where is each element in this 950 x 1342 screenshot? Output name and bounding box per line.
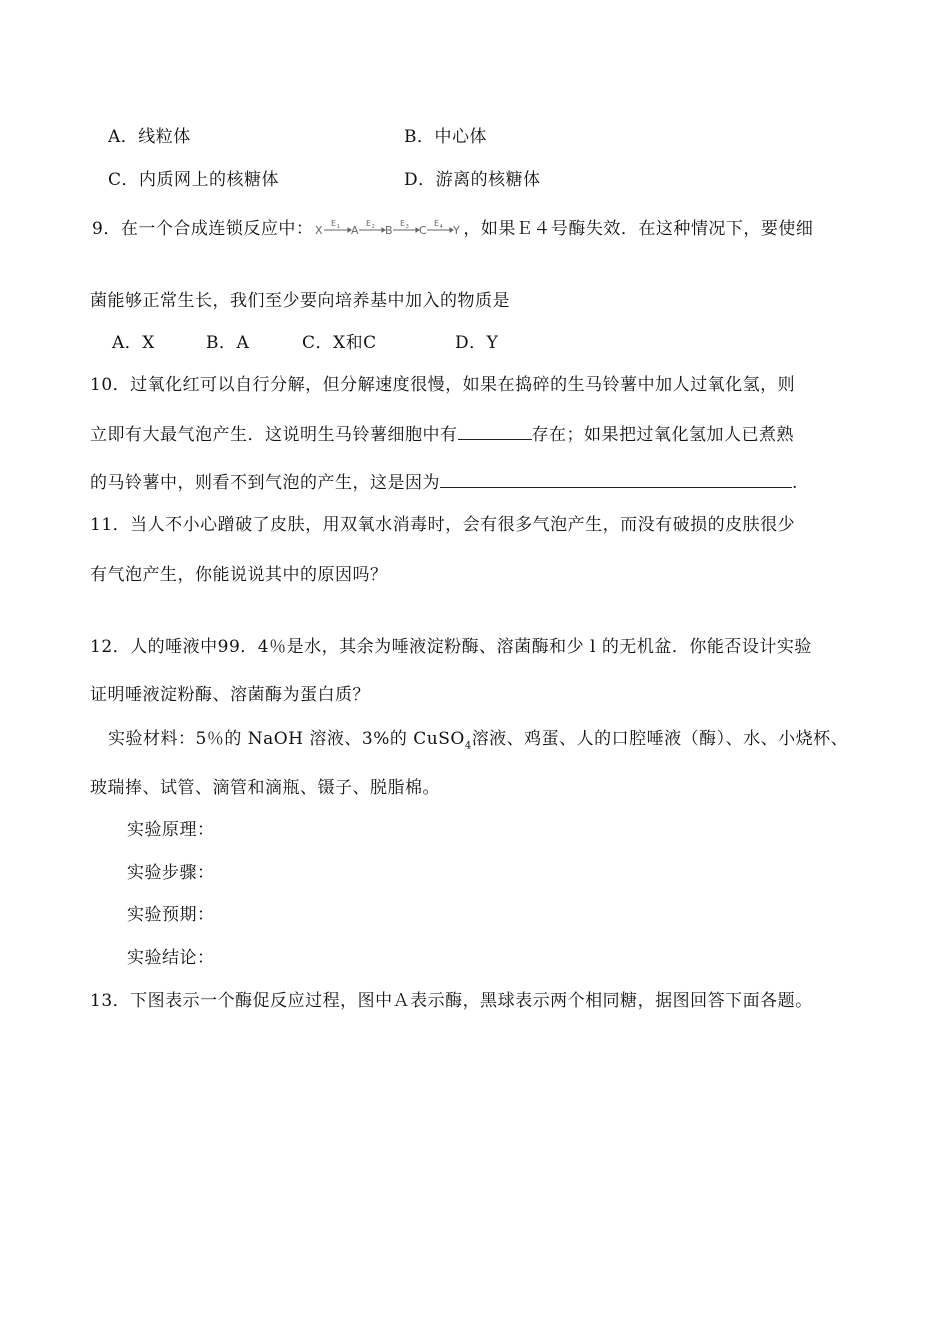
enzyme-e3-sub: 3 bbox=[405, 223, 410, 230]
q12-materials-line2: 玻瑞捧、试管、滴管和滴瓶、镊子、脱脂棉。 bbox=[90, 778, 440, 798]
enzyme-e3-label: E bbox=[400, 218, 406, 228]
q12-steps: 实验步骤： bbox=[127, 863, 215, 883]
enzyme-e1-label: E bbox=[331, 218, 337, 228]
svg-text:E4 bbox=[434, 219, 443, 230]
enzyme-e4-label: E bbox=[434, 218, 440, 228]
q8-option-d: D．游离的核糖体 bbox=[404, 170, 541, 190]
q8-option-c: C．内质网上的核糖体 bbox=[108, 170, 280, 190]
q9-prefix: 9．在一个合成连锁反应中： bbox=[92, 219, 314, 239]
q12-conclusion: 实验结论： bbox=[127, 948, 215, 968]
answer-blank-1[interactable] bbox=[458, 423, 532, 440]
q8-option-b: B．中心体 bbox=[404, 127, 487, 147]
q9-stem bbox=[92, 217, 813, 242]
q12-line2: 证明唾液淀粉酶、溶菌酶为蛋白质？ bbox=[90, 685, 370, 705]
chain-node-y: Y bbox=[453, 223, 461, 237]
q12-materials-b: 溶液、鸡蛋、人的口腔唾液（酶）、水、小烧杯、 bbox=[471, 729, 849, 749]
q12-line1: 12．人的唾液中99．4％是水，其余为唾液淀粉酶、溶菌酶和少 l 的无机盆．你能否设计实验 bbox=[90, 637, 812, 657]
enzyme-e4-sub: 4 bbox=[439, 223, 444, 230]
q10-line1: 10．过氧化红可以自行分解，但分解速度很慢，如果在捣碎的生马铃薯中加人过氧化氢，则 bbox=[90, 375, 796, 395]
q11-line2: 有气泡产生，你能说说其中的原因吗？ bbox=[90, 565, 388, 585]
enzyme-e2-sub: 2 bbox=[371, 223, 376, 230]
chain-node-x: X bbox=[315, 223, 324, 237]
answer-blank-2[interactable] bbox=[440, 471, 792, 488]
chain-node-c: C bbox=[419, 223, 428, 237]
q12-principle: 实验原理： bbox=[127, 820, 215, 840]
q9-suffix: ，如果Ｅ４号酶失效．在这种情况下，要使细 bbox=[463, 219, 814, 239]
q9-stem-line2: 菌能够正常生长，我们至少要向培养基中加入的物质是 bbox=[90, 291, 510, 311]
q10-line3-a: 的马铃薯中，则看不到气泡的产生，这是因为 bbox=[90, 473, 440, 493]
q9-option-c: C．X和C bbox=[302, 333, 377, 353]
q9-option-d: D．Y bbox=[455, 333, 499, 353]
chain-node-a: A bbox=[351, 223, 360, 237]
enzyme-e2-label: E bbox=[366, 218, 372, 228]
q13-line1: 13．下图表示一个酶促反应过程，图中Ａ表示酶，黑球表示两个相同糖，据图回答下面各题。 bbox=[90, 991, 813, 1011]
q12-expectation: 实验预期： bbox=[127, 905, 215, 925]
q10-line2-a: 立即有大最气泡产生．这说明生马铃薯细胞中有 bbox=[90, 425, 458, 445]
q9-option-b: B．A bbox=[206, 333, 250, 353]
reaction-chain-diagram bbox=[315, 218, 461, 242]
enzyme-e1-sub: 1 bbox=[336, 223, 341, 230]
q12-materials-sub: 4 bbox=[464, 740, 472, 752]
svg-text:E1 bbox=[331, 219, 340, 230]
q12-materials-a: 实验材料：5％的 NaOH 溶液、3%的 CuSO bbox=[108, 729, 465, 749]
q10-line3 bbox=[90, 471, 798, 495]
q10-line2-b: 存在；如果把过氧化氢加人已煮熟 bbox=[531, 425, 794, 445]
q11-line1: 11．当人不小心蹭破了皮肤，用双氧水消毒时，会有很多气泡产生，而没有破损的皮肤很少 bbox=[90, 515, 796, 535]
q10-line3-b: . bbox=[792, 473, 798, 493]
q9-option-a: A．X bbox=[112, 333, 155, 353]
q8-option-a: A．线粒体 bbox=[108, 127, 191, 147]
svg-text:E2 bbox=[366, 219, 375, 230]
q10-line2 bbox=[90, 423, 794, 447]
q12-materials bbox=[108, 727, 848, 758]
chain-node-b: B bbox=[385, 223, 394, 237]
svg-text:E3 bbox=[400, 219, 409, 230]
